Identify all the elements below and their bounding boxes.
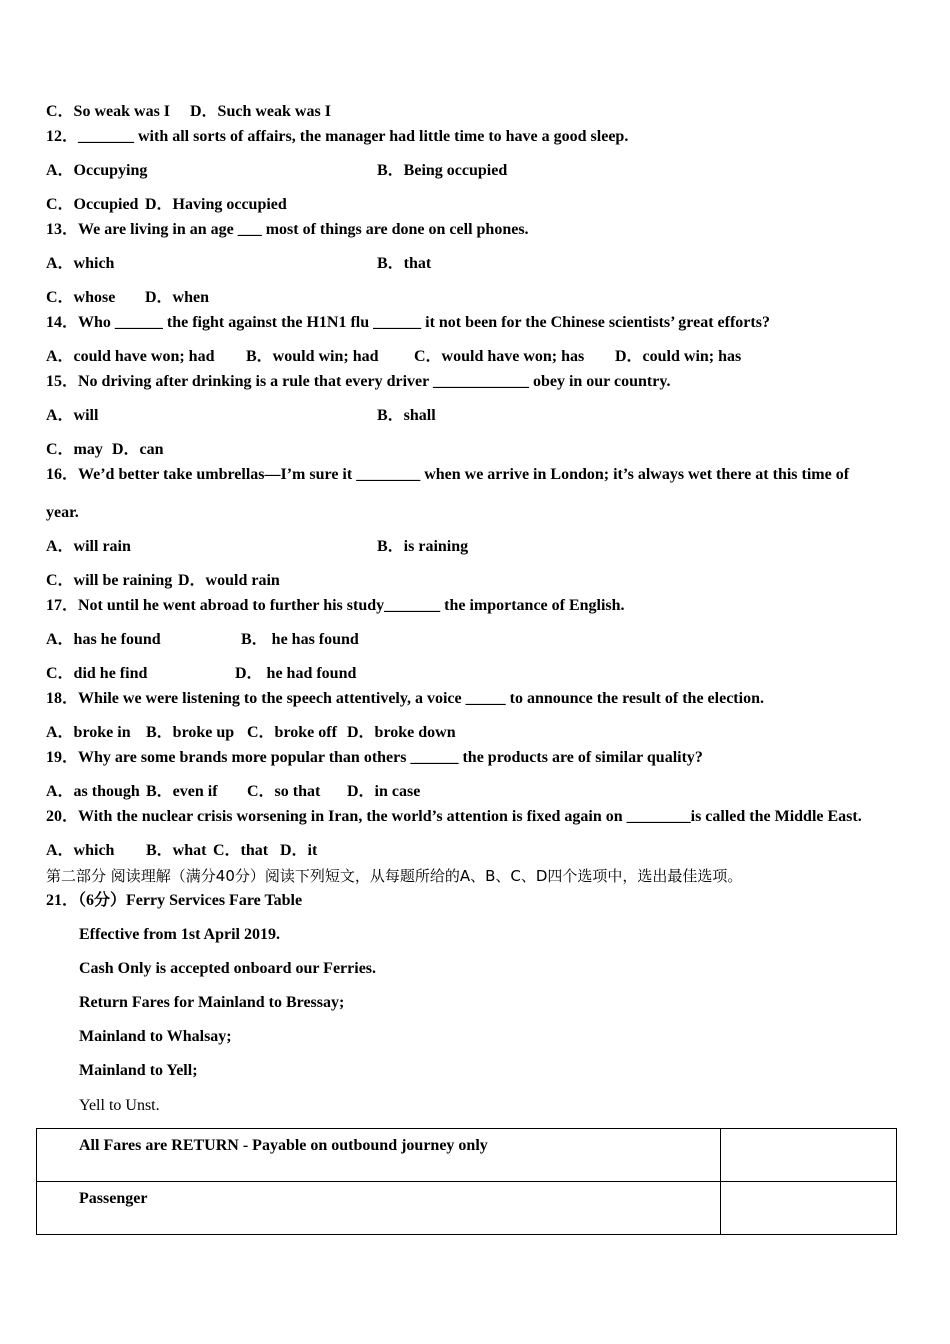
q13-option-a: A．which: [46, 255, 115, 272]
q12-stem: 12．_______ with all sorts of affairs, the manager had little time to have a good sleep.: [46, 128, 629, 145]
q17-option-b: B． he has found: [241, 631, 359, 648]
q16-stem: 16．We’d better take umbrellas—I’m sure it ________ when we arrive in London; it’s always wet there at this time of: [46, 466, 850, 483]
q12-option-b: B．Being occupied: [377, 162, 508, 179]
fare-table: [36, 1128, 897, 1235]
q19-stem: 19．Why are some brands more popular than others ______ the products are of similar quality?: [46, 749, 703, 766]
q21-line-yell: Mainland to Yell;: [79, 1062, 198, 1079]
part2-heading: 第二部分 阅读理解（满分40分）阅读下列短文，从每题所给的A、B、C、D四个选项中，选出最佳选项。: [46, 867, 743, 885]
q21-title: 21．（6分）Ferry Services Fare Table: [46, 892, 303, 909]
q18-stem: 18．While we were listening to the speech attentively, a voice _____ to announce the result of the election.: [46, 690, 764, 707]
q21-line-bressay: Return Fares for Mainland to Bressay;: [79, 994, 345, 1011]
q17-stem: 17．Not until he went abroad to further his study_______ the importance of English.: [46, 597, 625, 614]
empty-cell: [721, 1182, 897, 1235]
q18-option-d: D．broke down: [347, 724, 456, 741]
q19-option-d: D．in case: [347, 783, 421, 800]
q13-option-b: B．that: [377, 255, 432, 272]
q13-option-d: D．when: [145, 289, 210, 306]
q16-option-b: B．is raining: [377, 538, 469, 555]
q14-stem: 14．Who ______ the fight against the H1N1 flu ______ it not been for the Chinese scientists’ great efforts?: [46, 314, 770, 331]
q15-stem: 15．No driving after drinking is a rule that every driver ____________ obey in our country.: [46, 373, 671, 390]
q20-stem: 20．With the nuclear crisis worsening in Iran, the world’s attention is fixed again on ________is called the Middle East.: [46, 808, 862, 825]
q14-option-c: C．would have won; has: [414, 348, 585, 365]
q21-line-whalsay: Mainland to Whalsay;: [79, 1028, 232, 1045]
q15-option-c: C．may: [46, 441, 103, 458]
q21-line-unst: Yell to Unst.: [79, 1097, 160, 1114]
q13-stem: 13．We are living in an age ___ most of things are done on cell phones.: [46, 221, 529, 238]
q17-option-c: C．did he find: [46, 665, 148, 682]
q12-option-c: C．Occupied: [46, 196, 139, 213]
q20-option-a: A．which: [46, 842, 115, 859]
q17-option-d: D． he had found: [235, 665, 357, 682]
q18-option-a: A．broke in: [46, 724, 131, 741]
q13-option-c: C．whose: [46, 289, 116, 306]
q16-option-d: D．would rain: [178, 572, 280, 589]
q20-option-b: B．what: [146, 842, 207, 859]
q15-option-b: B．shall: [377, 407, 436, 424]
table-row: [37, 1129, 897, 1182]
q14-option-d: D．could win; has: [615, 348, 742, 365]
q19-option-b: B．even if: [146, 783, 218, 800]
q14-option-b: B．would win; had: [246, 348, 379, 365]
passenger-cell: Passenger: [37, 1182, 721, 1235]
q16-option-c: C．will be raining: [46, 572, 173, 589]
q15-option-a: A．will: [46, 407, 99, 424]
q17-option-a: A．has he found: [46, 631, 161, 648]
q19-option-c: C．so that: [247, 783, 321, 800]
q12-option-a: A．Occupying: [46, 162, 148, 179]
q21-line-effective: Effective from 1st April 2019.: [79, 926, 280, 943]
q16-option-a: A．will rain: [46, 538, 131, 555]
q16-stem-continued: year.: [46, 504, 79, 521]
q14-option-a: A．could have won; had: [46, 348, 215, 365]
q20-option-d: D．it: [280, 842, 318, 859]
fare-note-cell: All Fares are RETURN - Payable on outbound journey only: [37, 1129, 721, 1182]
q19-option-a: A．as though: [46, 783, 140, 800]
table-row: [37, 1182, 897, 1235]
q21-line-cash: Cash Only is accepted onboard our Ferries.: [79, 960, 377, 977]
q12-option-d: D．Having occupied: [145, 196, 287, 213]
q11-option-c: C．So weak was I: [46, 103, 171, 120]
q18-option-b: B．broke up: [146, 724, 235, 741]
q18-option-c: C．broke off: [247, 724, 337, 741]
q20-option-c: C．that: [213, 842, 269, 859]
q11-option-d: D．Such weak was I: [190, 103, 331, 120]
empty-cell: [721, 1129, 897, 1182]
q15-option-d: D．can: [112, 441, 164, 458]
